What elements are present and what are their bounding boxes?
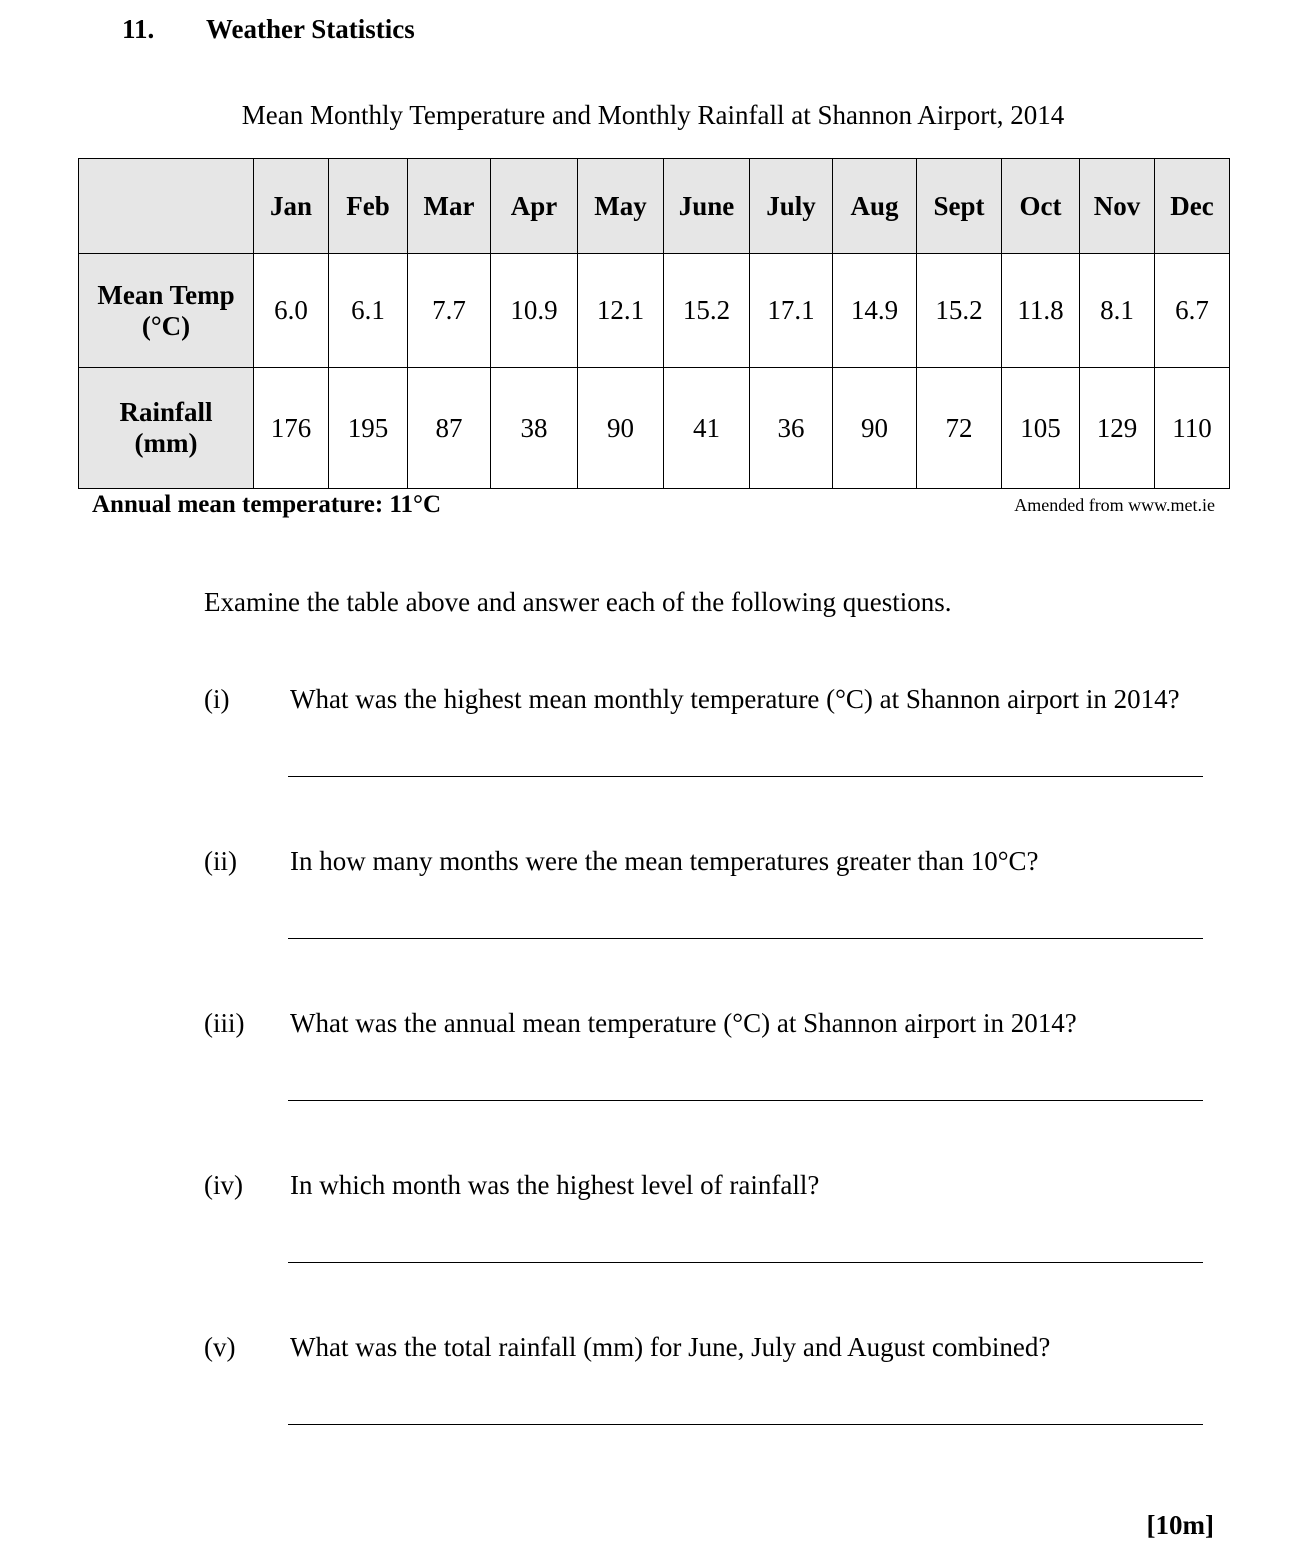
- rain-cell: 41: [664, 368, 750, 489]
- answer-line[interactable]: [288, 938, 1203, 939]
- temp-cell: 15.2: [664, 254, 750, 368]
- month-header: Sept: [917, 159, 1002, 254]
- rainfall-row-label: [79, 368, 254, 489]
- temp-cell: 17.1: [750, 254, 833, 368]
- answer-line[interactable]: [288, 1424, 1203, 1425]
- month-header: June: [664, 159, 750, 254]
- rain-cell: 176: [254, 368, 329, 489]
- month-header: Aug: [833, 159, 917, 254]
- temp-cell: 15.2: [917, 254, 1002, 368]
- question-label: (v): [204, 1332, 236, 1362]
- question-text: In which month was the highest level of rainfall?: [290, 1170, 820, 1200]
- rain-cell: 195: [329, 368, 408, 489]
- temp-label-line2: (°C): [141, 310, 191, 341]
- month-header: May: [578, 159, 664, 254]
- question-text: What was the highest mean monthly temperature (°C) at Shannon airport in 2014?: [290, 684, 1180, 714]
- rain-cell: 105: [1002, 368, 1080, 489]
- temp-cell: 6.0: [254, 254, 329, 368]
- temp-cell: 12.1: [578, 254, 664, 368]
- temperature-row: [79, 254, 1230, 368]
- temp-cell: 8.1: [1080, 254, 1155, 368]
- table-caption: Mean Monthly Temperature and Monthly Rainfall at Shannon Airport, 2014: [241, 100, 1065, 130]
- source-note: Amended from www.met.ie: [1014, 495, 1215, 515]
- rain-cell: 110: [1155, 368, 1230, 489]
- table-corner-cell: [79, 159, 254, 254]
- month-header: Mar: [408, 159, 491, 254]
- answer-line[interactable]: [288, 1100, 1203, 1101]
- question-text: In how many months were the mean temperatures greater than 10°C?: [290, 846, 1039, 876]
- temp-cell: 6.7: [1155, 254, 1230, 368]
- rain-label-line2: (mm): [134, 428, 198, 458]
- marks-label: [10m]: [1146, 1510, 1214, 1540]
- temp-cell: 7.7: [408, 254, 491, 368]
- temp-cell: 11.8: [1002, 254, 1080, 368]
- rain-cell: 90: [578, 368, 664, 489]
- temp-cell: 14.9: [833, 254, 917, 368]
- weather-table: [78, 158, 1230, 489]
- table-header-row: [79, 159, 1230, 254]
- question-text: What was the annual mean temperature (°C) at Shannon airport in 2014?: [290, 1008, 1077, 1038]
- month-header: Jan: [254, 159, 329, 254]
- month-header: July: [750, 159, 833, 254]
- rainfall-row: [79, 368, 1230, 489]
- question-title: Weather Statistics: [206, 14, 415, 44]
- month-header: Feb: [329, 159, 408, 254]
- annual-mean-note: Annual mean temperature: 11°C: [92, 491, 442, 518]
- rain-cell: 129: [1080, 368, 1155, 489]
- question-number: 11.: [122, 14, 155, 44]
- rain-label-line1: Rainfall: [119, 397, 213, 427]
- rain-cell: 38: [491, 368, 578, 489]
- instruction-text: Examine the table above and answer each of the following questions.: [204, 587, 952, 617]
- question-label: (iv): [204, 1170, 243, 1200]
- rain-cell: 36: [750, 368, 833, 489]
- month-header: Nov: [1080, 159, 1155, 254]
- rain-cell: 87: [408, 368, 491, 489]
- question-text: What was the total rainfall (mm) for June, July and August combined?: [290, 1332, 1051, 1362]
- question-label: (ii): [204, 846, 237, 876]
- month-header: Apr: [491, 159, 578, 254]
- rain-cell: 72: [917, 368, 1002, 489]
- question-label: (iii): [204, 1008, 245, 1038]
- question-label: (i): [204, 684, 230, 714]
- temp-cell: 10.9: [491, 254, 578, 368]
- temp-label-line1: Mean Temp: [97, 279, 235, 310]
- month-header: Dec: [1155, 159, 1230, 254]
- rain-cell: 90: [833, 368, 917, 489]
- temp-cell: 6.1: [329, 254, 408, 368]
- answer-line[interactable]: [288, 776, 1203, 777]
- answer-line[interactable]: [288, 1262, 1203, 1263]
- temperature-row-label: [79, 254, 254, 368]
- month-header: Oct: [1002, 159, 1080, 254]
